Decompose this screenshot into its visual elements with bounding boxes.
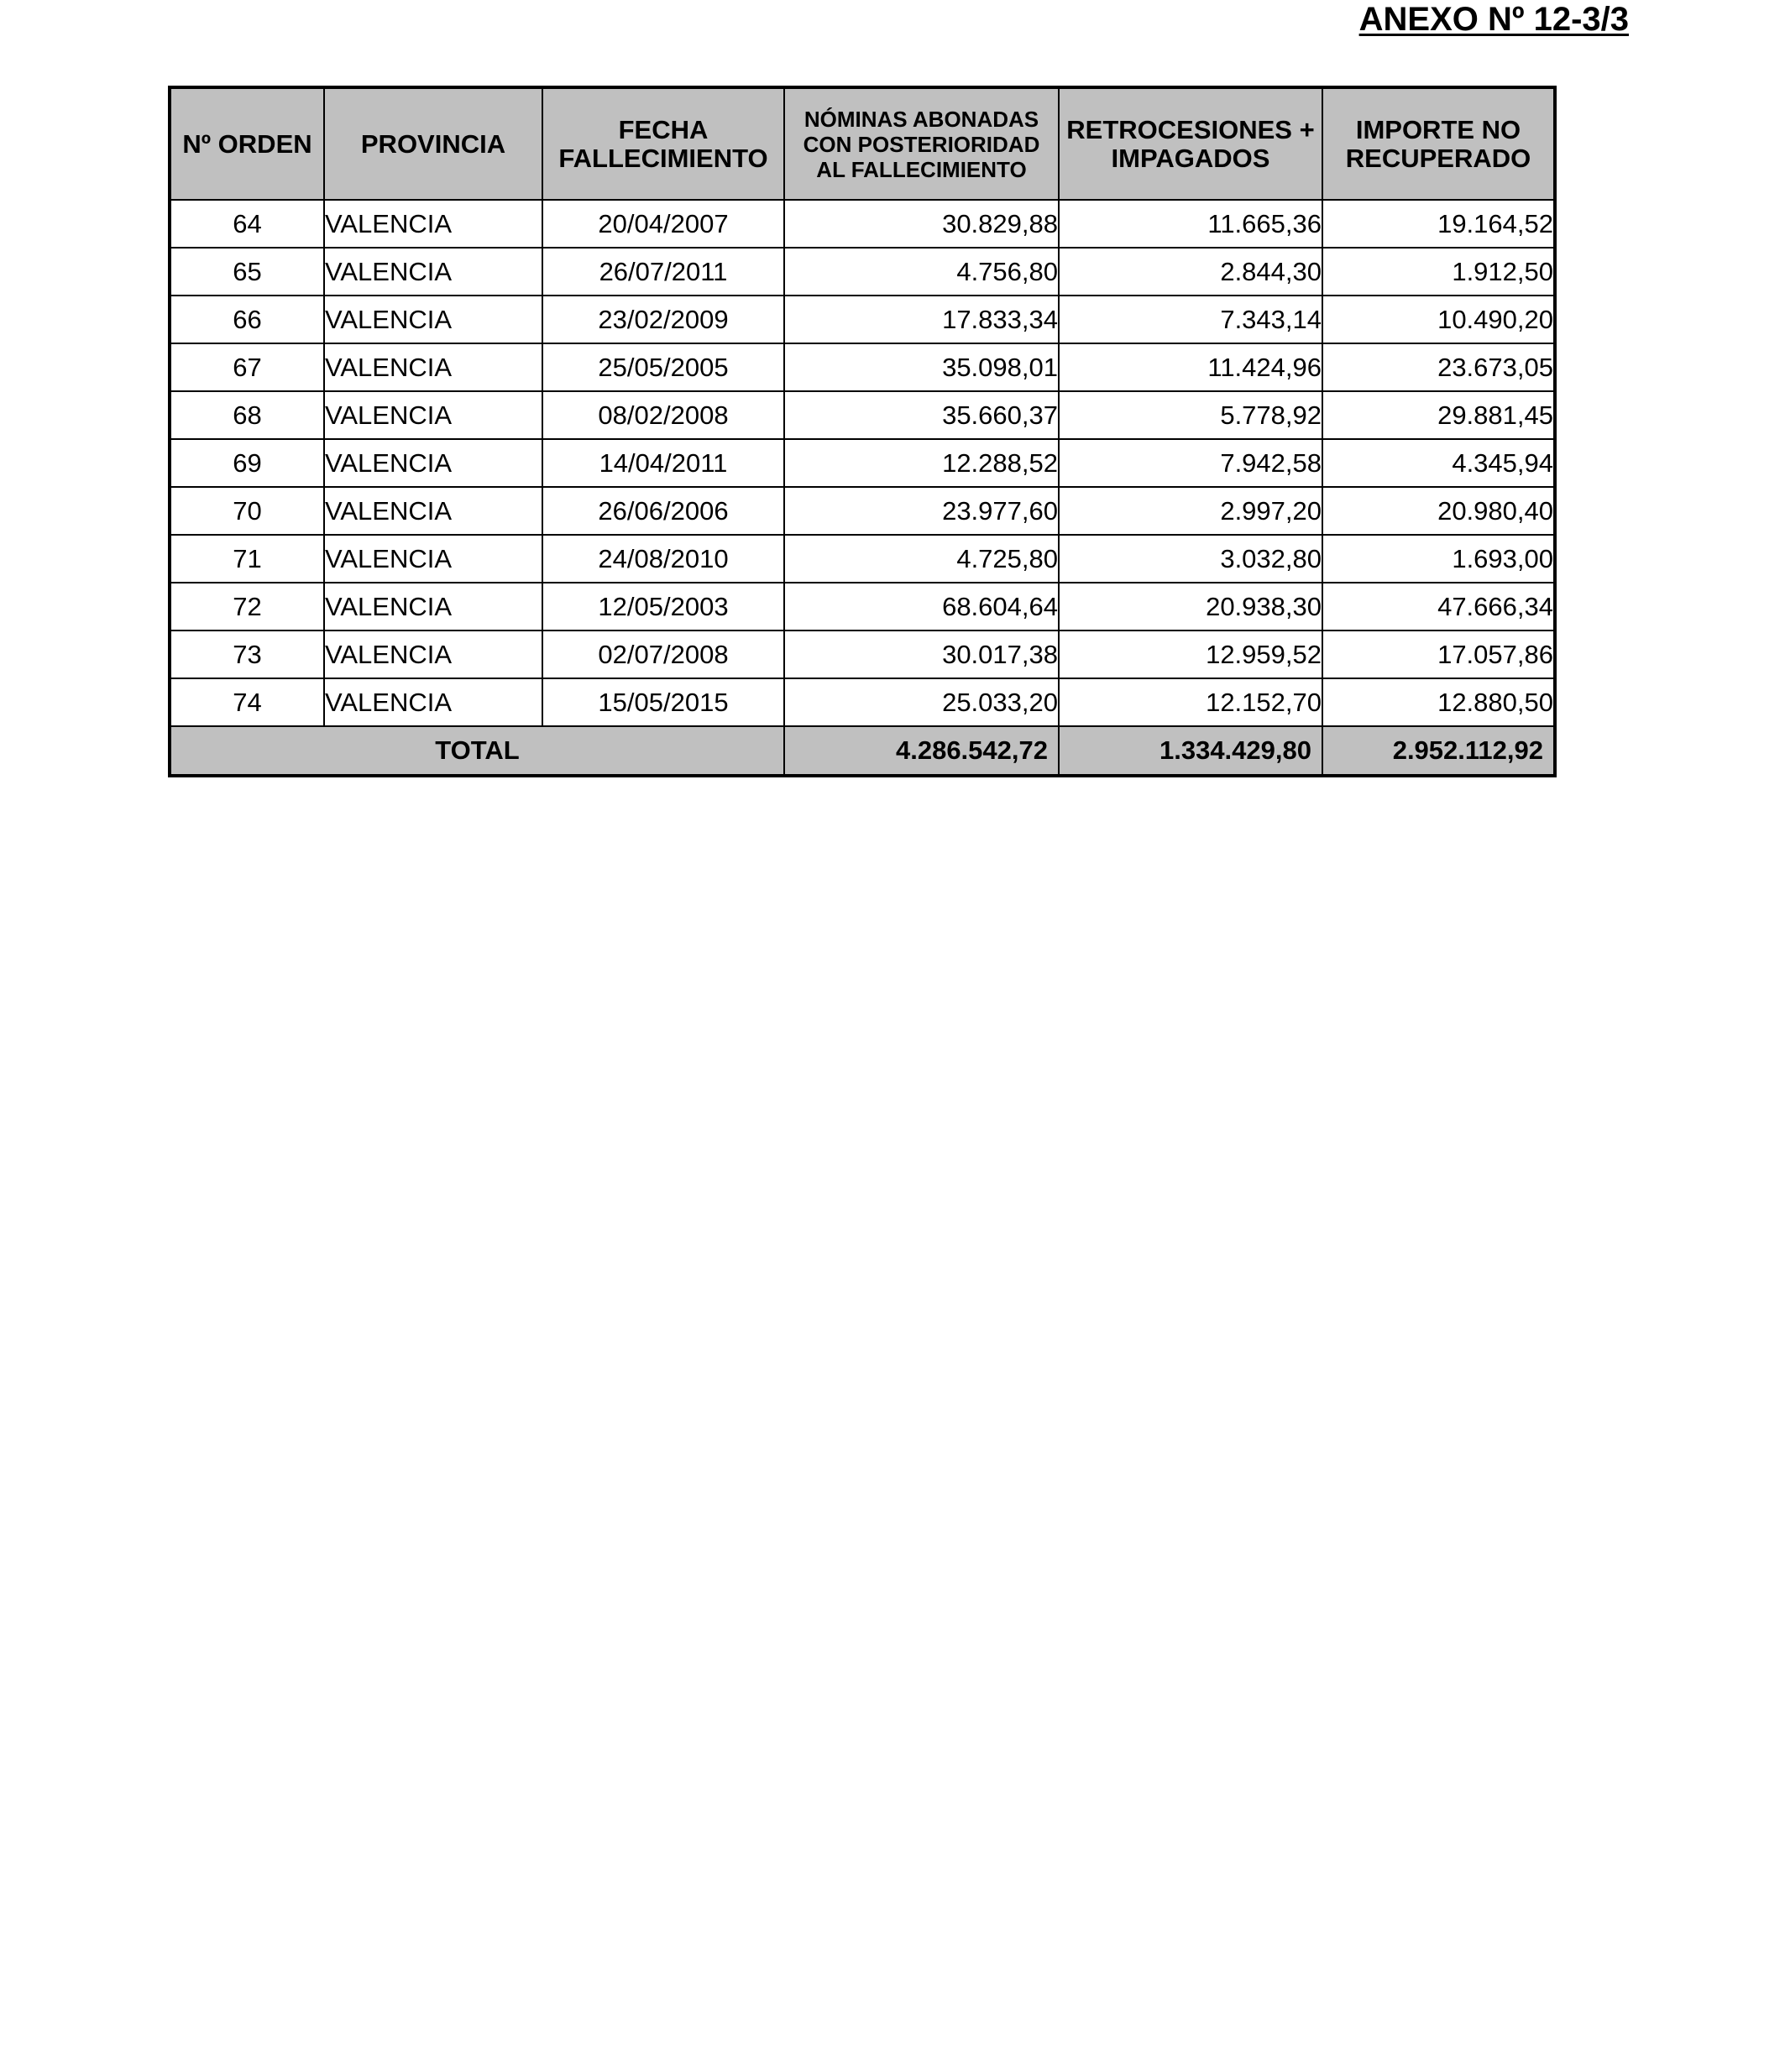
cell-importe: 19.164,52 <box>1322 200 1555 248</box>
cell-fecha: 23/02/2009 <box>542 296 784 343</box>
cell-provincia: VALENCIA <box>324 296 542 343</box>
cell-importe: 1.693,00 <box>1322 535 1555 583</box>
table-row <box>170 583 1555 630</box>
cell-fecha: 25/05/2005 <box>542 343 784 391</box>
cell-retrocesiones: 2.844,30 <box>1059 248 1322 296</box>
cell-provincia: VALENCIA <box>324 391 542 439</box>
table-row <box>170 535 1555 583</box>
cell-orden: 66 <box>170 296 324 343</box>
cell-importe: 1.912,50 <box>1322 248 1555 296</box>
cell-provincia: VALENCIA <box>324 200 542 248</box>
cell-fecha: 08/02/2008 <box>542 391 784 439</box>
header-orden: Nº ORDEN <box>170 87 324 200</box>
cell-importe: 17.057,86 <box>1322 630 1555 678</box>
cell-nominas: 4.725,80 <box>784 535 1059 583</box>
cell-orden: 69 <box>170 439 324 487</box>
cell-retrocesiones: 12.152,70 <box>1059 678 1322 726</box>
table-row <box>170 439 1555 487</box>
cell-fecha: 15/05/2015 <box>542 678 784 726</box>
cell-retrocesiones: 7.942,58 <box>1059 439 1322 487</box>
cell-provincia: VALENCIA <box>324 678 542 726</box>
table-body <box>170 200 1555 726</box>
cell-retrocesiones: 11.665,36 <box>1059 200 1322 248</box>
cell-provincia: VALENCIA <box>324 248 542 296</box>
header-retrocesiones-impagados: RETROCESIONES + IMPAGADOS <box>1059 87 1322 200</box>
cell-provincia: VALENCIA <box>324 439 542 487</box>
cell-retrocesiones: 20.938,30 <box>1059 583 1322 630</box>
cell-fecha: 20/04/2007 <box>542 200 784 248</box>
cell-nominas: 35.098,01 <box>784 343 1059 391</box>
table-row <box>170 391 1555 439</box>
cell-nominas: 30.829,88 <box>784 200 1059 248</box>
cell-fecha: 24/08/2010 <box>542 535 784 583</box>
cell-retrocesiones: 2.997,20 <box>1059 487 1322 535</box>
total-row <box>170 726 1555 776</box>
cell-orden: 73 <box>170 630 324 678</box>
cell-orden: 65 <box>170 248 324 296</box>
cell-orden: 67 <box>170 343 324 391</box>
cell-orden: 72 <box>170 583 324 630</box>
cell-orden: 64 <box>170 200 324 248</box>
table-header <box>170 87 1555 200</box>
cell-importe: 4.345,94 <box>1322 439 1555 487</box>
cell-provincia: VALENCIA <box>324 583 542 630</box>
cell-orden: 74 <box>170 678 324 726</box>
cell-orden: 71 <box>170 535 324 583</box>
total-label: TOTAL <box>170 726 784 776</box>
cell-provincia: VALENCIA <box>324 630 542 678</box>
cell-nominas: 12.288,52 <box>784 439 1059 487</box>
header-provincia: PROVINCIA <box>324 87 542 200</box>
header-fecha-fallecimiento: FECHA FALLECIMIENTO <box>542 87 784 200</box>
header-nominas-abonadas: NÓMINAS ABONADAS CON POSTERIORIDAD AL FALLECIMIENTO <box>784 87 1059 200</box>
table-row <box>170 200 1555 248</box>
total-importe: 2.952.112,92 <box>1322 726 1555 776</box>
total-retrocesiones: 1.334.429,80 <box>1059 726 1322 776</box>
cell-importe: 23.673,05 <box>1322 343 1555 391</box>
cell-retrocesiones: 3.032,80 <box>1059 535 1322 583</box>
table-row <box>170 630 1555 678</box>
cell-nominas: 4.756,80 <box>784 248 1059 296</box>
cell-orden: 70 <box>170 487 324 535</box>
annex-title: ANEXO Nº 12-3/3 <box>1358 1 1629 38</box>
cell-fecha: 26/07/2011 <box>542 248 784 296</box>
cell-retrocesiones: 12.959,52 <box>1059 630 1322 678</box>
cell-provincia: VALENCIA <box>324 343 542 391</box>
cell-fecha: 26/06/2006 <box>542 487 784 535</box>
cell-fecha: 14/04/2011 <box>542 439 784 487</box>
cell-importe: 10.490,20 <box>1322 296 1555 343</box>
deceased-payments-table <box>168 86 1557 777</box>
cell-nominas: 17.833,34 <box>784 296 1059 343</box>
header-importe-no-recuperado: IMPORTE NO RECUPERADO <box>1322 87 1555 200</box>
cell-provincia: VALENCIA <box>324 535 542 583</box>
total-nominas: 4.286.542,72 <box>784 726 1059 776</box>
cell-importe: 29.881,45 <box>1322 391 1555 439</box>
cell-nominas: 35.660,37 <box>784 391 1059 439</box>
cell-retrocesiones: 5.778,92 <box>1059 391 1322 439</box>
cell-importe: 47.666,34 <box>1322 583 1555 630</box>
table-row <box>170 678 1555 726</box>
cell-retrocesiones: 11.424,96 <box>1059 343 1322 391</box>
cell-nominas: 30.017,38 <box>784 630 1059 678</box>
cell-importe: 12.880,50 <box>1322 678 1555 726</box>
cell-orden: 68 <box>170 391 324 439</box>
cell-retrocesiones: 7.343,14 <box>1059 296 1322 343</box>
table-footer <box>170 726 1555 776</box>
cell-nominas: 23.977,60 <box>784 487 1059 535</box>
cell-nominas: 68.604,64 <box>784 583 1059 630</box>
table-row <box>170 343 1555 391</box>
table-row <box>170 248 1555 296</box>
table-row <box>170 296 1555 343</box>
cell-nominas: 25.033,20 <box>784 678 1059 726</box>
cell-fecha: 12/05/2003 <box>542 583 784 630</box>
table-row <box>170 487 1555 535</box>
cell-importe: 20.980,40 <box>1322 487 1555 535</box>
cell-provincia: VALENCIA <box>324 487 542 535</box>
cell-fecha: 02/07/2008 <box>542 630 784 678</box>
